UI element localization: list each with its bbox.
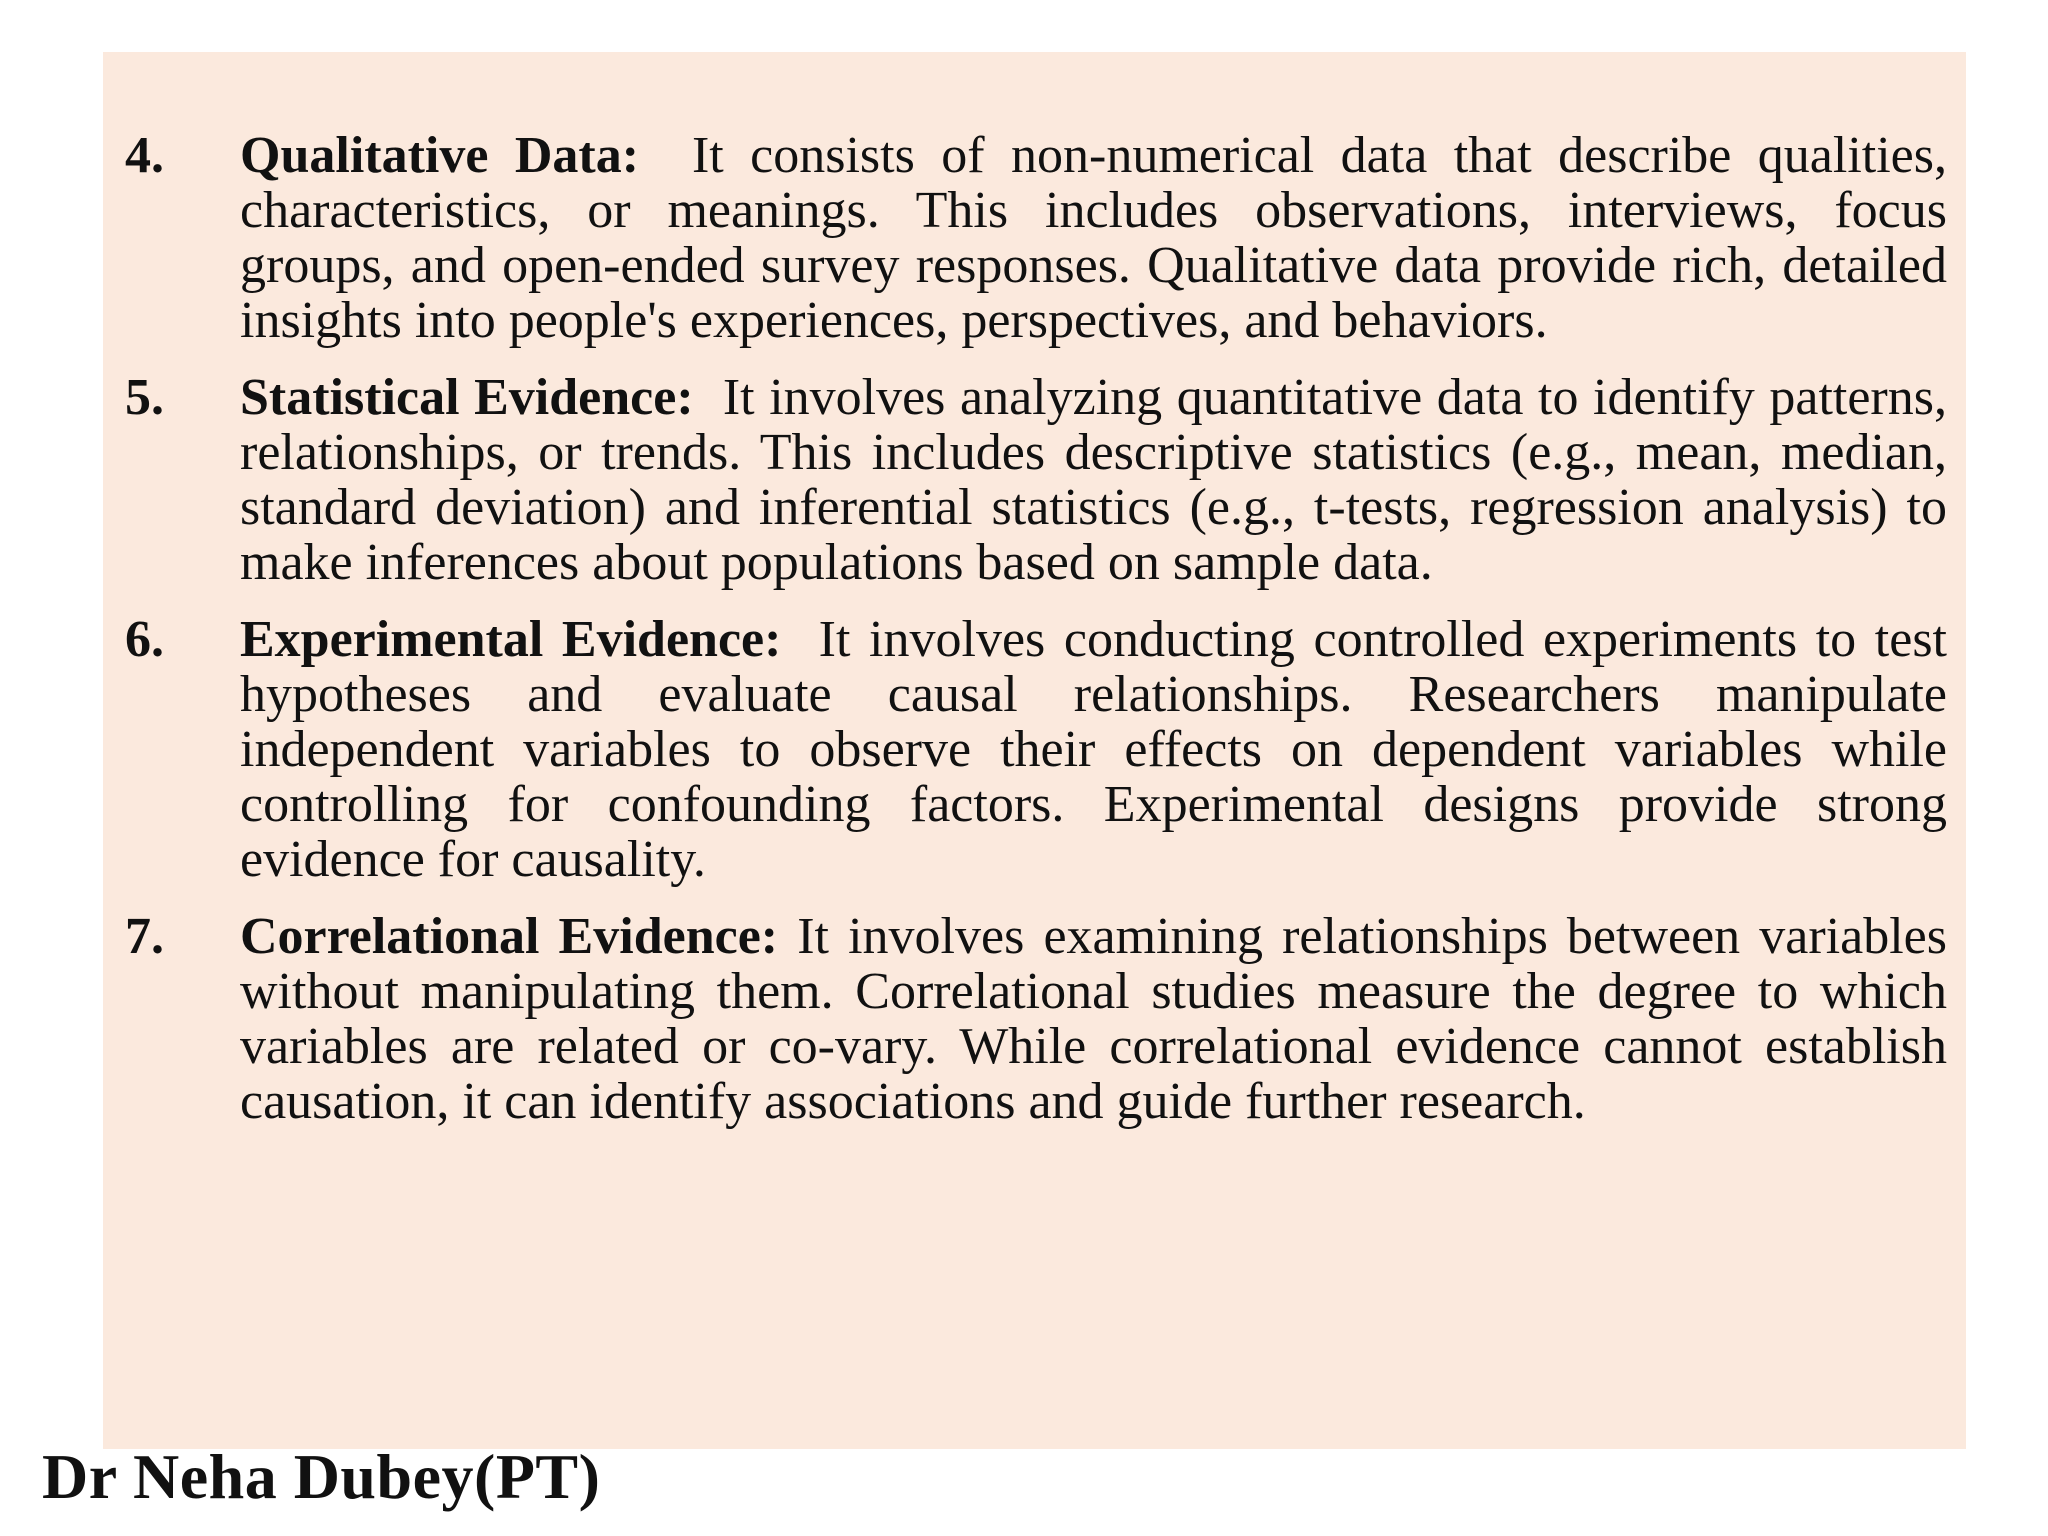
item-term: Qualitative Data:: [240, 127, 640, 184]
item-number: 5.: [125, 369, 164, 426]
author-name: Dr Neha Dubey(PT): [42, 1441, 601, 1512]
item-number: 7.: [125, 908, 164, 965]
item-number: 6.: [125, 611, 164, 668]
item-number: 4.: [125, 127, 164, 184]
item-text: [240, 128, 1947, 348]
item-body: It involves analyzing quantitative data to identify patterns, relationships, or trends. This includes descriptive statistics (e.g., mean, median, standard deviation) and inferential statistics (e.g., t-tests, regression analysis) to make inferences about populations based on sample data.: [240, 369, 1947, 591]
content-panel: [103, 52, 1966, 1449]
list-item-experimental-evidence: [125, 612, 1947, 887]
item-term: Correlational Evidence:: [240, 908, 779, 965]
item-text: [240, 612, 1947, 887]
list-item-correlational-evidence: [125, 909, 1947, 1129]
item-text: [240, 370, 1947, 590]
list-item-qualitative-data: [125, 128, 1947, 348]
item-text: [240, 909, 1947, 1129]
item-body: It involves examining relationships between variables without manipulating them. Correlational studies measure the degree to which variables are related or co-vary. While correlational evidence cannot establish causation, it can identify associations and guide further research.: [240, 908, 1947, 1130]
item-body: It consists of non-numerical data that describe qualities, characteristics, or meanings. This includes observations, interviews, focus groups, and open-ended survey responses. Qualitative data provide rich, detailed insights into people's experiences, perspectives, and behaviors.: [240, 127, 1947, 349]
list-item-statistical-evidence: [125, 370, 1947, 590]
item-term: Statistical Evidence:: [240, 369, 694, 426]
item-body: It involves conducting controlled experiments to test hypotheses and evaluate causal relationships. Researchers manipulate independent variables to observe their effects on dependent variables while controlling for confounding factors. Experimental designs provide strong evidence for causality.: [240, 611, 1947, 888]
evidence-list: [125, 128, 1947, 1151]
item-term: Experimental Evidence:: [240, 611, 782, 668]
